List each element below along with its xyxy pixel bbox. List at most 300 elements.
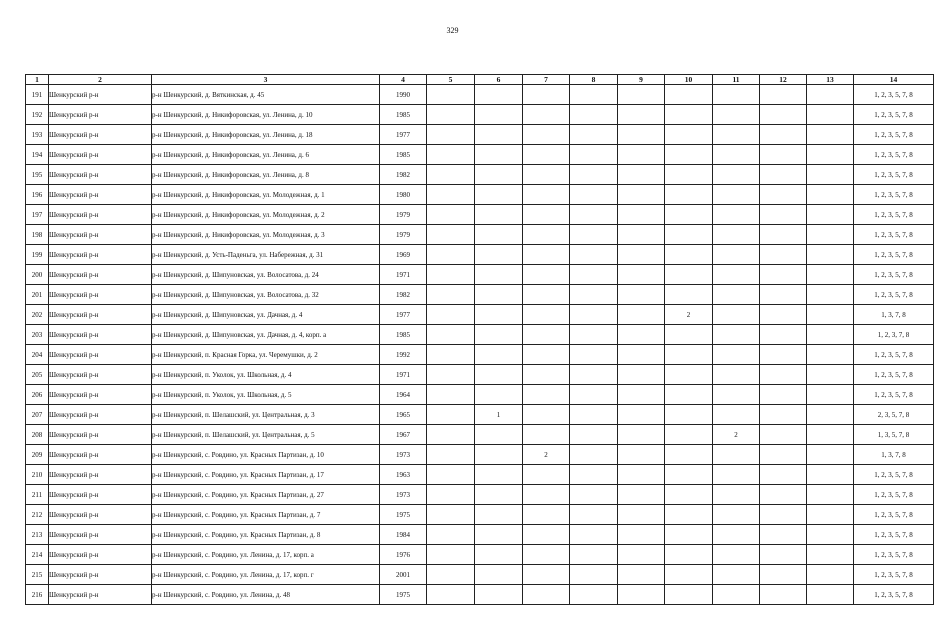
column-7-cell — [523, 185, 570, 205]
column-11-cell — [713, 585, 760, 605]
column-8-cell — [570, 165, 618, 185]
column-13-cell — [807, 345, 854, 365]
column-13-cell — [807, 405, 854, 425]
address-cell: р-н Шенкурский, с. Ровдино, ул. Красных Партизан, д. 7 — [152, 505, 380, 525]
column-13-cell — [807, 165, 854, 185]
column-10-cell — [665, 585, 713, 605]
column-7-cell — [523, 125, 570, 145]
column-8-cell — [570, 385, 618, 405]
column-10-cell — [665, 125, 713, 145]
column-header-10: 10 — [665, 75, 713, 85]
district-cell: Шенкурский р-н — [49, 465, 152, 485]
column-13-cell — [807, 365, 854, 385]
page-number: 329 — [446, 26, 459, 35]
column-10-cell — [665, 205, 713, 225]
column-11-cell — [713, 245, 760, 265]
district-cell: Шенкурский р-н — [49, 585, 152, 605]
column-5-cell — [427, 285, 475, 305]
column-10-cell — [665, 385, 713, 405]
table-row — [26, 445, 934, 465]
address-cell: р-н Шенкурский, с. Ровдино, ул. Ленина, д. 48 — [152, 585, 380, 605]
column-13-cell — [807, 545, 854, 565]
code-list-cell: 1, 2, 3, 5, 7, 8 — [854, 385, 934, 405]
table-row — [26, 545, 934, 565]
column-7-cell — [523, 205, 570, 225]
column-13-cell — [807, 85, 854, 105]
column-10-cell — [665, 105, 713, 125]
address-cell: р-н Шенкурский, д. Усть-Паденьга, ул. Набережная, д. 31 — [152, 245, 380, 265]
table-row — [26, 585, 934, 605]
year-cell: 1976 — [380, 545, 427, 565]
column-6-cell — [475, 525, 523, 545]
district-cell: Шенкурский р-н — [49, 305, 152, 325]
row-number-cell: 215 — [26, 565, 49, 585]
table-row — [26, 105, 934, 125]
row-number-cell: 191 — [26, 85, 49, 105]
column-6-cell — [475, 505, 523, 525]
column-6-cell — [475, 285, 523, 305]
column-6-cell — [475, 165, 523, 185]
column-10-cell — [665, 425, 713, 445]
column-11-cell: 2 — [713, 425, 760, 445]
column-11-cell — [713, 225, 760, 245]
year-cell: 1980 — [380, 185, 427, 205]
column-9-cell — [618, 345, 665, 365]
code-list-cell: 1, 2, 3, 5, 7, 8 — [854, 525, 934, 545]
header-row — [26, 75, 934, 85]
code-list-cell: 1, 2, 3, 5, 7, 8 — [854, 585, 934, 605]
code-list-cell: 1, 2, 3, 5, 7, 8 — [854, 145, 934, 165]
column-header-6: 6 — [475, 75, 523, 85]
address-cell: р-н Шенкурский, с. Ровдино, ул. Ленина, д. 17, корп. г — [152, 565, 380, 585]
column-6-cell: 1 — [475, 405, 523, 425]
column-9-cell — [618, 85, 665, 105]
column-8-cell — [570, 305, 618, 325]
column-header-11: 11 — [713, 75, 760, 85]
column-7-cell — [523, 225, 570, 245]
column-13-cell — [807, 205, 854, 225]
column-5-cell — [427, 85, 475, 105]
column-11-cell — [713, 385, 760, 405]
column-5-cell — [427, 265, 475, 285]
column-13-cell — [807, 565, 854, 585]
column-8-cell — [570, 185, 618, 205]
address-cell: р-н Шенкурский, д. Шипуновская, ул. Дачная, д. 4 — [152, 305, 380, 325]
column-8-cell — [570, 365, 618, 385]
column-13-cell — [807, 445, 854, 465]
code-list-cell: 1, 2, 3, 5, 7, 8 — [854, 365, 934, 385]
column-12-cell — [760, 385, 807, 405]
column-6-cell — [475, 245, 523, 265]
column-12-cell — [760, 225, 807, 245]
year-cell: 1985 — [380, 145, 427, 165]
column-6-cell — [475, 465, 523, 485]
column-9-cell — [618, 485, 665, 505]
column-6-cell — [475, 125, 523, 145]
column-8-cell — [570, 125, 618, 145]
column-7-cell — [523, 385, 570, 405]
district-cell: Шенкурский р-н — [49, 85, 152, 105]
year-cell: 1963 — [380, 465, 427, 485]
row-number-cell: 211 — [26, 485, 49, 505]
column-6-cell — [475, 325, 523, 345]
district-cell: Шенкурский р-н — [49, 405, 152, 425]
column-header-5: 5 — [427, 75, 475, 85]
address-cell: р-н Шенкурский, с. Ровдино, ул. Красных Партизан, д. 10 — [152, 445, 380, 465]
column-10-cell — [665, 405, 713, 425]
column-7-cell — [523, 565, 570, 585]
column-8-cell — [570, 145, 618, 165]
column-12-cell — [760, 265, 807, 285]
column-7-cell — [523, 425, 570, 445]
column-9-cell — [618, 185, 665, 205]
column-6-cell — [475, 265, 523, 285]
column-11-cell — [713, 205, 760, 225]
address-cell: р-н Шенкурский, д. Никифоровская, ул. Ленина, д. 18 — [152, 125, 380, 145]
year-cell: 1984 — [380, 525, 427, 545]
address-cell: р-н Шенкурский, п. Уколок, ул. Школьная, д. 4 — [152, 365, 380, 385]
column-5-cell — [427, 325, 475, 345]
column-6-cell — [475, 565, 523, 585]
row-number-cell: 209 — [26, 445, 49, 465]
column-6-cell — [475, 85, 523, 105]
table-row — [26, 325, 934, 345]
column-7-cell — [523, 305, 570, 325]
row-number-cell: 214 — [26, 545, 49, 565]
column-6-cell — [475, 105, 523, 125]
column-11-cell — [713, 445, 760, 465]
address-cell: р-н Шенкурский, д. Шипуновская, ул. Дачная, д. 4, корп. а — [152, 325, 380, 345]
column-5-cell — [427, 185, 475, 205]
code-list-cell: 1, 2, 3, 5, 7, 8 — [854, 485, 934, 505]
column-7-cell — [523, 525, 570, 545]
column-5-cell — [427, 105, 475, 125]
column-8-cell — [570, 345, 618, 365]
column-12-cell — [760, 445, 807, 465]
address-cell: р-н Шенкурский, с. Ровдино, ул. Красных Партизан, д. 8 — [152, 525, 380, 545]
column-12-cell — [760, 585, 807, 605]
district-cell: Шенкурский р-н — [49, 285, 152, 305]
column-8-cell — [570, 485, 618, 505]
column-6-cell — [475, 205, 523, 225]
year-cell: 1977 — [380, 305, 427, 325]
column-11-cell — [713, 545, 760, 565]
column-5-cell — [427, 525, 475, 545]
district-cell: Шенкурский р-н — [49, 525, 152, 545]
district-cell: Шенкурский р-н — [49, 425, 152, 445]
column-6-cell — [475, 425, 523, 445]
column-8-cell — [570, 105, 618, 125]
column-5-cell — [427, 345, 475, 365]
code-list-cell: 1, 2, 3, 5, 7, 8 — [854, 285, 934, 305]
column-13-cell — [807, 125, 854, 145]
column-11-cell — [713, 465, 760, 485]
table-row — [26, 265, 934, 285]
year-cell: 1971 — [380, 265, 427, 285]
column-11-cell — [713, 165, 760, 185]
district-cell: Шенкурский р-н — [49, 385, 152, 405]
row-number-cell: 208 — [26, 425, 49, 445]
column-5-cell — [427, 205, 475, 225]
column-12-cell — [760, 485, 807, 505]
row-number-cell: 196 — [26, 185, 49, 205]
column-8-cell — [570, 525, 618, 545]
row-number-cell: 213 — [26, 525, 49, 545]
code-list-cell: 1, 2, 3, 5, 7, 8 — [854, 565, 934, 585]
column-6-cell — [475, 145, 523, 165]
column-5-cell — [427, 565, 475, 585]
row-number-cell: 207 — [26, 405, 49, 425]
column-13-cell — [807, 585, 854, 605]
code-list-cell: 1, 2, 3, 5, 7, 8 — [854, 225, 934, 245]
column-5-cell — [427, 505, 475, 525]
column-header-3: 3 — [152, 75, 380, 85]
table-row — [26, 225, 934, 245]
column-12-cell — [760, 185, 807, 205]
column-8-cell — [570, 565, 618, 585]
column-9-cell — [618, 285, 665, 305]
column-6-cell — [475, 365, 523, 385]
table-row — [26, 465, 934, 485]
table-row — [26, 305, 934, 325]
column-7-cell — [523, 85, 570, 105]
code-list-cell: 1, 2, 3, 5, 7, 8 — [854, 465, 934, 485]
column-11-cell — [713, 365, 760, 385]
column-7-cell — [523, 325, 570, 345]
year-cell: 1982 — [380, 285, 427, 305]
column-11-cell — [713, 125, 760, 145]
column-5-cell — [427, 165, 475, 185]
column-9-cell — [618, 365, 665, 385]
column-9-cell — [618, 105, 665, 125]
year-cell: 1985 — [380, 325, 427, 345]
column-9-cell — [618, 145, 665, 165]
column-header-2: 2 — [49, 75, 152, 85]
column-5-cell — [427, 485, 475, 505]
column-5-cell — [427, 545, 475, 565]
column-5-cell — [427, 145, 475, 165]
column-header-4: 4 — [380, 75, 427, 85]
year-cell: 1977 — [380, 125, 427, 145]
year-cell: 1964 — [380, 385, 427, 405]
address-cell: р-н Шенкурский, д. Шипуновская, ул. Волосатова, д. 32 — [152, 285, 380, 305]
year-cell: 1973 — [380, 485, 427, 505]
address-cell: р-н Шенкурский, д. Шипуновская, ул. Волосатова, д. 24 — [152, 265, 380, 285]
column-12-cell — [760, 105, 807, 125]
year-cell: 1990 — [380, 85, 427, 105]
table-row — [26, 165, 934, 185]
column-11-cell — [713, 145, 760, 165]
year-cell: 1979 — [380, 225, 427, 245]
district-cell: Шенкурский р-н — [49, 485, 152, 505]
column-11-cell — [713, 565, 760, 585]
column-7-cell — [523, 345, 570, 365]
column-8-cell — [570, 425, 618, 445]
column-8-cell — [570, 245, 618, 265]
address-cell: р-н Шенкурский, д. Вяткинская, д. 45 — [152, 85, 380, 105]
column-8-cell — [570, 465, 618, 485]
column-7-cell — [523, 465, 570, 485]
address-cell: р-н Шенкурский, с. Ровдино, ул. Красных Партизан, д. 27 — [152, 485, 380, 505]
address-cell: р-н Шенкурский, д. Никифоровская, ул. Ленина, д. 8 — [152, 165, 380, 185]
table-row — [26, 145, 934, 165]
column-7-cell: 2 — [523, 445, 570, 465]
column-header-7: 7 — [523, 75, 570, 85]
column-11-cell — [713, 325, 760, 345]
column-11-cell — [713, 265, 760, 285]
column-13-cell — [807, 185, 854, 205]
address-cell: р-н Шенкурский, п. Шелашский, ул. Центральная, д. 5 — [152, 425, 380, 445]
district-cell: Шенкурский р-н — [49, 265, 152, 285]
column-5-cell — [427, 365, 475, 385]
year-cell: 1967 — [380, 425, 427, 445]
column-12-cell — [760, 125, 807, 145]
row-number-cell: 192 — [26, 105, 49, 125]
column-10-cell — [665, 565, 713, 585]
column-12-cell — [760, 345, 807, 365]
column-8-cell — [570, 225, 618, 245]
table-row — [26, 85, 934, 105]
column-7-cell — [523, 145, 570, 165]
row-number-cell: 194 — [26, 145, 49, 165]
column-5-cell — [427, 445, 475, 465]
column-12-cell — [760, 205, 807, 225]
column-11-cell — [713, 345, 760, 365]
column-9-cell — [618, 225, 665, 245]
column-11-cell — [713, 505, 760, 525]
column-10-cell — [665, 505, 713, 525]
year-cell: 1971 — [380, 365, 427, 385]
column-10-cell — [665, 365, 713, 385]
column-8-cell — [570, 585, 618, 605]
column-6-cell — [475, 345, 523, 365]
year-cell: 1975 — [380, 585, 427, 605]
column-8-cell — [570, 405, 618, 425]
table-row — [26, 285, 934, 305]
column-9-cell — [618, 205, 665, 225]
row-number-cell: 195 — [26, 165, 49, 185]
code-list-cell: 1, 2, 3, 5, 7, 8 — [854, 345, 934, 365]
column-11-cell — [713, 405, 760, 425]
column-13-cell — [807, 285, 854, 305]
year-cell: 1975 — [380, 505, 427, 525]
column-10-cell — [665, 485, 713, 505]
column-8-cell — [570, 205, 618, 225]
column-header-9: 9 — [618, 75, 665, 85]
table-row — [26, 405, 934, 425]
column-9-cell — [618, 585, 665, 605]
address-cell: р-н Шенкурский, с. Ровдино, ул. Ленина, д. 17, корп. а — [152, 545, 380, 565]
column-10-cell — [665, 85, 713, 105]
district-cell: Шенкурский р-н — [49, 325, 152, 345]
year-cell: 1965 — [380, 405, 427, 425]
column-11-cell — [713, 305, 760, 325]
column-9-cell — [618, 385, 665, 405]
address-cell: р-н Шенкурский, п. Красная Горка, ул. Черемушки, д. 2 — [152, 345, 380, 365]
code-list-cell: 1, 2, 3, 5, 7, 8 — [854, 265, 934, 285]
district-cell: Шенкурский р-н — [49, 345, 152, 365]
address-cell: р-н Шенкурский, д. Никифоровская, ул. Молодежная, д. 3 — [152, 225, 380, 245]
code-list-cell: 1, 2, 3, 5, 7, 8 — [854, 165, 934, 185]
register-table — [25, 74, 934, 605]
code-list-cell: 1, 2, 3, 5, 7, 8 — [854, 185, 934, 205]
row-number-cell: 200 — [26, 265, 49, 285]
column-12-cell — [760, 245, 807, 265]
column-13-cell — [807, 245, 854, 265]
row-number-cell: 199 — [26, 245, 49, 265]
column-6-cell — [475, 385, 523, 405]
year-cell: 1985 — [380, 105, 427, 125]
column-12-cell — [760, 525, 807, 545]
column-9-cell — [618, 245, 665, 265]
table-row — [26, 345, 934, 365]
column-12-cell — [760, 145, 807, 165]
column-header-12: 12 — [760, 75, 807, 85]
row-number-cell: 216 — [26, 585, 49, 605]
address-cell: р-н Шенкурский, п. Шелашский, ул. Центральная, д. 3 — [152, 405, 380, 425]
table-row — [26, 365, 934, 385]
column-10-cell: 2 — [665, 305, 713, 325]
column-header-8: 8 — [570, 75, 618, 85]
table-row — [26, 385, 934, 405]
column-12-cell — [760, 285, 807, 305]
column-8-cell — [570, 325, 618, 345]
column-13-cell — [807, 465, 854, 485]
column-12-cell — [760, 505, 807, 525]
year-cell: 1992 — [380, 345, 427, 365]
code-list-cell: 1, 3, 7, 8 — [854, 445, 934, 465]
district-cell: Шенкурский р-н — [49, 125, 152, 145]
address-cell: р-н Шенкурский, д. Никифоровская, ул. Ленина, д. 6 — [152, 145, 380, 165]
column-13-cell — [807, 525, 854, 545]
column-13-cell — [807, 325, 854, 345]
column-12-cell — [760, 545, 807, 565]
column-7-cell — [523, 165, 570, 185]
column-6-cell — [475, 225, 523, 245]
column-5-cell — [427, 305, 475, 325]
column-9-cell — [618, 445, 665, 465]
column-6-cell — [475, 305, 523, 325]
code-list-cell: 1, 2, 3, 5, 7, 8 — [854, 85, 934, 105]
column-13-cell — [807, 145, 854, 165]
column-11-cell — [713, 105, 760, 125]
year-cell: 1973 — [380, 445, 427, 465]
column-13-cell — [807, 265, 854, 285]
table-row — [26, 125, 934, 145]
code-list-cell: 1, 2, 3, 5, 7, 8 — [854, 505, 934, 525]
table-row — [26, 485, 934, 505]
address-cell: р-н Шенкурский, д. Никифоровская, ул. Молодежная, д. 1 — [152, 185, 380, 205]
column-8-cell — [570, 285, 618, 305]
table-row — [26, 425, 934, 445]
district-cell: Шенкурский р-н — [49, 145, 152, 165]
row-number-cell: 193 — [26, 125, 49, 145]
row-number-cell: 204 — [26, 345, 49, 365]
column-8-cell — [570, 445, 618, 465]
column-5-cell — [427, 425, 475, 445]
column-10-cell — [665, 185, 713, 205]
column-10-cell — [665, 345, 713, 365]
column-11-cell — [713, 485, 760, 505]
column-7-cell — [523, 545, 570, 565]
column-12-cell — [760, 405, 807, 425]
column-11-cell — [713, 525, 760, 545]
column-5-cell — [427, 465, 475, 485]
address-cell: р-н Шенкурский, д. Никифоровская, ул. Ленина, д. 10 — [152, 105, 380, 125]
year-cell: 1979 — [380, 205, 427, 225]
column-9-cell — [618, 325, 665, 345]
address-cell: р-н Шенкурский, с. Ровдино, ул. Красных Партизан, д. 17 — [152, 465, 380, 485]
